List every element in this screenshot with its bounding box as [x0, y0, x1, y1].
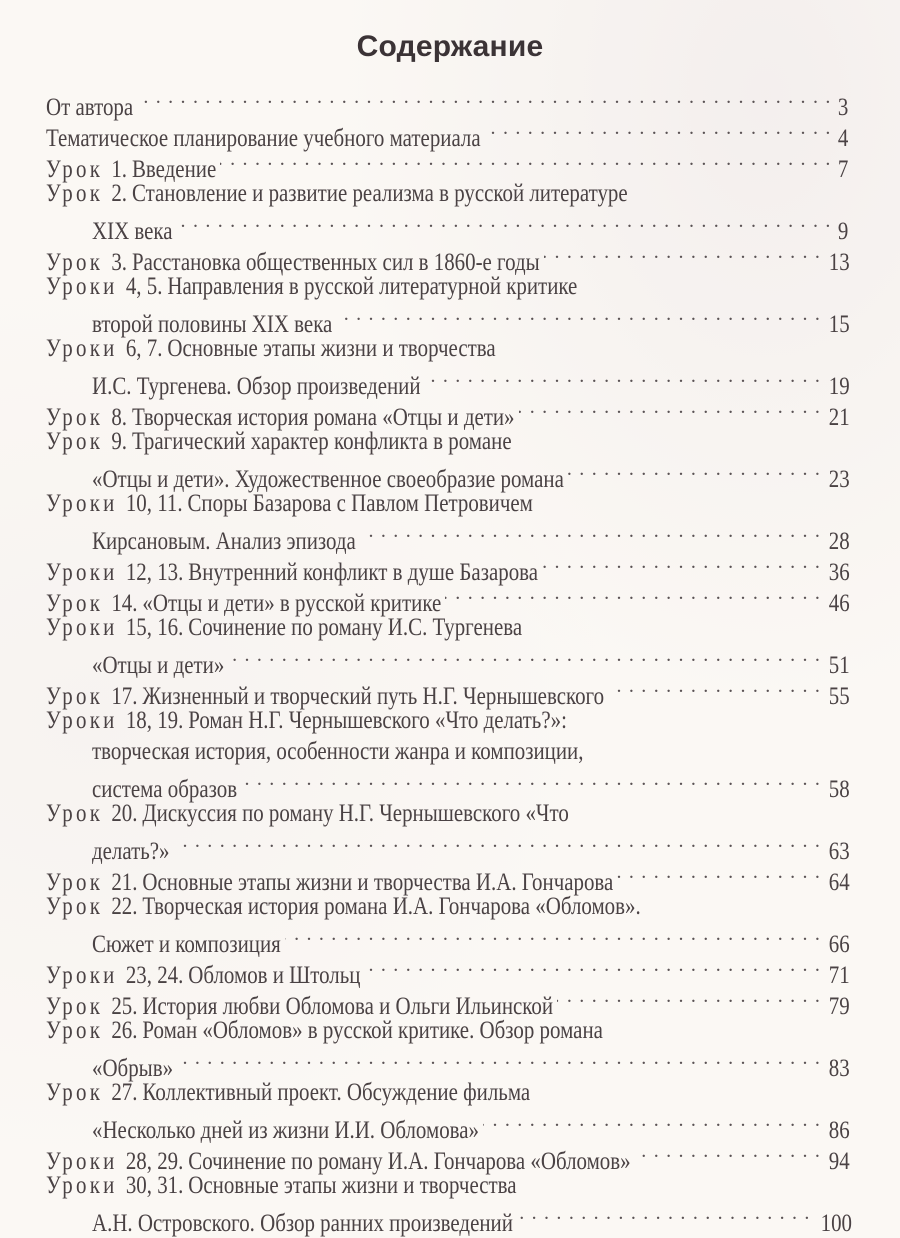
page-number: 79 — [828, 991, 850, 1020]
toc-entry-title: Сочинение по роману И.А. Гончарова «Обломов» — [188, 1146, 631, 1175]
toc-entry-title: «Отцы и дети» — [92, 650, 225, 679]
toc-entry-title: От автора — [46, 92, 134, 121]
lesson-number: 3. — [111, 247, 128, 276]
toc-entry-label — [92, 928, 281, 959]
lesson-number: 12, 13. — [125, 557, 184, 586]
toc-entry-label — [46, 91, 133, 122]
toc-entry-continuation-line — [46, 208, 848, 245]
lesson-number: 15, 16. — [125, 612, 184, 641]
toc-entry-text — [92, 835, 170, 866]
dot-leader — [557, 983, 821, 1014]
dot-leader — [285, 921, 821, 952]
page-number: 63 — [828, 836, 850, 865]
toc-entry-label — [46, 611, 522, 642]
dot-leader — [617, 859, 821, 890]
dot-leader — [336, 301, 821, 332]
toc-entry[interactable] — [46, 425, 850, 493]
lesson-prefix: Уроки — [46, 557, 118, 586]
lesson-prefix: Урок — [46, 402, 104, 431]
toc-entry-first-line — [46, 890, 846, 921]
toc-entry-label — [92, 1114, 479, 1145]
lesson-number: 17. — [111, 681, 138, 710]
toc-entry-continuation-line — [46, 1045, 850, 1082]
lesson-number: 18, 19. — [125, 705, 184, 734]
lesson-prefix: Уроки — [46, 705, 118, 734]
toc-entry-title: А.Н. Островского. Обзор ранних произведений — [92, 1208, 513, 1237]
toc-entry-first-line — [46, 115, 848, 152]
toc-entry-text — [46, 611, 522, 642]
toc-entry-first-line — [46, 84, 848, 121]
toc-entry-continuation-line — [46, 301, 850, 338]
dot-leader — [542, 549, 821, 580]
toc-entry-label — [92, 215, 173, 246]
lesson-prefix: Урок — [46, 798, 104, 827]
toc-entry-title: Роман «Обломов» в русской критике. Обзор романа — [142, 1015, 603, 1044]
toc-entry-title: XIX века — [92, 216, 173, 245]
dot-leader — [608, 673, 821, 704]
toc-entry[interactable] — [46, 1014, 850, 1082]
toc-entry-first-line — [46, 1076, 846, 1107]
toc-entry-continuation-line — [46, 1107, 850, 1144]
lesson-number: 10, 11. — [125, 488, 183, 517]
lesson-number: 2. — [111, 178, 128, 207]
dot-leader — [425, 363, 822, 394]
lesson-prefix: Урок — [46, 991, 104, 1020]
dot-leader — [485, 115, 832, 146]
dot-leader — [635, 1138, 822, 1169]
toc-entry-title: система образов — [92, 774, 238, 803]
page-number: 21 — [828, 402, 850, 431]
lesson-number: 14. — [111, 588, 138, 617]
toc-entry-label — [92, 735, 583, 766]
toc-entry-text — [46, 704, 567, 735]
toc-entry-continuation-line — [46, 735, 846, 766]
toc-entry-label — [46, 177, 628, 208]
page-number: 3 — [837, 92, 848, 121]
dot-leader — [568, 456, 821, 487]
lesson-prefix: Уроки — [46, 333, 118, 362]
lesson-prefix: Урок — [46, 1015, 104, 1044]
page-number: 86 — [828, 1115, 850, 1144]
toc-entry-text — [92, 370, 421, 401]
toc-entry[interactable] — [46, 1076, 850, 1144]
toc-entry-label — [46, 890, 641, 921]
lesson-number: 1. — [111, 154, 128, 183]
toc-entry-text — [46, 1076, 530, 1107]
toc-entry[interactable] — [46, 797, 850, 865]
page-number: 13 — [828, 247, 850, 276]
toc-entry[interactable] — [46, 1169, 852, 1237]
toc-entry-label — [92, 370, 421, 401]
toc-entry-title: И.С. Тургенева. Обзор произведений — [92, 371, 421, 400]
lesson-prefix: Урок — [46, 891, 104, 920]
dot-leader — [241, 766, 821, 797]
page-number: 7 — [837, 154, 848, 183]
toc-entry-first-line — [46, 704, 846, 735]
toc-entry-text — [46, 487, 533, 518]
toc-entry-label — [46, 797, 569, 828]
toc-entry-first-line — [46, 332, 846, 363]
toc-entry-title: Тематическое планирование учебного материала — [46, 123, 481, 152]
lesson-prefix: Урок — [46, 426, 104, 455]
toc-entry-title: «Отцы и дети» в русской критике — [142, 588, 442, 617]
lesson-number: 21. — [111, 867, 138, 896]
table-of-contents — [46, 84, 852, 1237]
toc-entry-first-line — [46, 425, 846, 456]
lesson-number: 6, 7. — [125, 333, 163, 362]
toc-entry-first-line — [46, 487, 846, 518]
toc-entry-label — [46, 487, 533, 518]
toc-entry-title: «Отцы и дети». Художественное своеобразие романа — [92, 464, 564, 493]
toc-entry-text — [46, 425, 512, 456]
dot-leader — [519, 394, 822, 425]
lesson-number: 27. — [111, 1077, 138, 1106]
toc-entry[interactable] — [46, 611, 850, 679]
toc-entry-continuation-line — [46, 828, 850, 865]
lesson-number: 22. — [111, 891, 138, 920]
page-number: 83 — [828, 1053, 850, 1082]
page-number: 4 — [837, 123, 848, 152]
page-title: Содержание — [356, 30, 544, 63]
dot-leader — [483, 1107, 821, 1138]
toc-entry-label — [46, 332, 496, 363]
toc-entry-text — [46, 1014, 603, 1045]
toc-entry-text — [92, 1114, 479, 1145]
page-number: 58 — [828, 774, 850, 803]
toc-entry[interactable] — [46, 270, 850, 338]
toc-entry-text — [46, 890, 641, 921]
page-number: 94 — [828, 1146, 850, 1175]
toc-entry-title: Расстановка общественных сил в 1860-е годы — [131, 247, 540, 276]
toc-entry-title: Основные этапы жизни и творчества И.А. Гончарова — [142, 867, 614, 896]
toc-entry-title: Сочинение по роману И.С. Тургенева — [188, 612, 523, 641]
toc-entry-title: Внутренний конфликт в душе Базарова — [188, 557, 539, 586]
page-number: 9 — [837, 216, 848, 245]
lesson-prefix: Урок — [46, 178, 104, 207]
page-number: 15 — [828, 309, 850, 338]
lesson-prefix: Уроки — [46, 488, 118, 517]
toc-entry-first-line — [46, 270, 846, 301]
toc-entry-title: Становление и развитие реализма в русской литературе — [131, 178, 628, 207]
toc-entry-title: Трагический характер конфликта в романе — [131, 426, 512, 455]
toc-entry-continuation-line — [46, 456, 850, 493]
toc-entry-text — [46, 177, 628, 208]
lesson-prefix: Уроки — [46, 1170, 118, 1199]
toc-entry-text — [46, 1169, 517, 1200]
lesson-number: 23, 24. — [125, 960, 184, 989]
toc-entry-title: Введение — [131, 154, 217, 183]
toc-entry-title: «Несколько дней из жизни И.И. Обломова» — [92, 1115, 479, 1144]
toc-entry-continuation-line — [46, 1200, 852, 1237]
toc-entry-label — [92, 525, 356, 556]
toc-entry-label — [92, 1207, 513, 1238]
page-number: 46 — [828, 588, 850, 617]
page-number: 66 — [828, 929, 850, 958]
toc-entry-continuation-line — [46, 518, 850, 555]
lesson-number: 9. — [111, 426, 128, 455]
toc-entry-first-line — [46, 611, 846, 642]
page-number: 28 — [828, 526, 850, 555]
toc-entry-first-line — [46, 177, 846, 208]
toc-entry-text — [92, 215, 173, 246]
dot-leader — [228, 642, 821, 673]
page-number: 64 — [828, 867, 850, 896]
lesson-prefix: Урок — [46, 247, 104, 276]
toc-entry-text — [46, 797, 569, 828]
toc-entry-title: Дискуссия по роману Н.Г. Чернышевского «Что — [142, 798, 569, 827]
lesson-prefix: Уроки — [46, 612, 118, 641]
toc-entry-title: Основные этапы жизни и творчества — [188, 1170, 517, 1199]
lesson-number: 25. — [111, 991, 138, 1020]
toc-entry-label — [46, 1014, 603, 1045]
page-number: 19 — [828, 371, 850, 400]
toc-entry-text — [46, 332, 496, 363]
toc-entry-title: Коллективный проект. Обсуждение фильма — [142, 1077, 531, 1106]
dot-leader — [364, 952, 821, 983]
toc-entry-label — [46, 704, 567, 735]
lesson-number: 28, 29. — [125, 1146, 184, 1175]
dot-leader — [220, 146, 831, 177]
dot-leader — [177, 208, 832, 239]
dot-leader — [445, 580, 821, 611]
toc-entry-text — [46, 270, 577, 301]
toc-entry-label — [46, 959, 360, 990]
lesson-prefix: Уроки — [46, 271, 118, 300]
dot-leader — [360, 518, 821, 549]
toc-entry[interactable] — [46, 84, 848, 121]
page-number: 55 — [828, 681, 850, 710]
toc-entry-title: Творческая история романа «Отцы и дети» — [131, 402, 515, 431]
toc-entry-text — [46, 91, 133, 122]
toc-entry-continuation-line — [46, 766, 850, 803]
toc-entry-title: Обломов и Штольц — [188, 960, 361, 989]
lesson-prefix: Уроки — [46, 960, 118, 989]
page-number: 36 — [828, 557, 850, 586]
toc-entry-text — [92, 928, 281, 959]
toc-entry[interactable] — [46, 177, 848, 245]
toc-entry-label — [92, 835, 170, 866]
toc-entry-text — [46, 959, 360, 990]
toc-entry-title: Сюжет и композиция — [92, 929, 281, 958]
dot-leader — [517, 1200, 811, 1231]
toc-entry-text — [92, 525, 356, 556]
toc-entry-title: творческая история, особенности жанра и композиции, — [92, 736, 584, 765]
toc-entry-label — [46, 1169, 517, 1200]
toc-entry[interactable] — [46, 332, 850, 400]
toc-entry-title: Жизненный и творческий путь Н.Г. Чернышевского — [142, 681, 605, 710]
toc-entry-text — [92, 649, 224, 680]
toc-entry-label — [46, 425, 512, 456]
toc-entry-continuation-line — [46, 363, 850, 400]
toc-entry-title: Направления в русской литературной критике — [167, 271, 578, 300]
toc-entry-text — [92, 735, 583, 766]
toc-entry-label — [92, 649, 224, 680]
toc-entry-title: второй половины XIX века — [92, 309, 333, 338]
toc-entry-title: «Обрыв» — [92, 1053, 174, 1082]
toc-entry-title: Роман Н.Г. Чернышевского «Что делать?»: — [188, 705, 567, 734]
toc-entry[interactable] — [46, 890, 850, 958]
page-number: 51 — [828, 650, 850, 679]
toc-entry-title: делать?» — [92, 836, 170, 865]
lesson-prefix: Урок — [46, 1077, 104, 1106]
toc-entry-title: Споры Базарова с Павлом Петровичем — [187, 488, 533, 517]
toc-entry[interactable] — [46, 115, 848, 152]
toc-entry-title: Основные этапы жизни и творчества — [167, 333, 496, 362]
page-number: 100 — [820, 1208, 852, 1237]
lesson-number: 4, 5. — [125, 271, 163, 300]
dot-leader — [174, 828, 822, 859]
toc-entry-continuation-line — [46, 921, 850, 958]
dot-leader — [177, 1045, 821, 1076]
toc-entry-title: Творческая история романа И.А. Гончарова «Обломов». — [142, 891, 641, 920]
dot-leader — [544, 239, 821, 270]
page-number: 71 — [828, 960, 850, 989]
toc-entry-continuation-line — [46, 642, 850, 679]
toc-entry-title: История любви Обломова и Ольги Ильинской — [142, 991, 554, 1020]
lesson-number: 20. — [111, 798, 138, 827]
lesson-prefix: Уроки — [46, 1146, 118, 1175]
page-number: 23 — [828, 464, 850, 493]
lesson-prefix: Урок — [46, 588, 104, 617]
toc-entry-label — [46, 1076, 530, 1107]
toc-entry-first-line — [46, 797, 846, 828]
lesson-number: 30, 31. — [125, 1170, 184, 1199]
toc-entry-first-line — [46, 1014, 846, 1045]
lesson-number: 26. — [111, 1015, 138, 1044]
toc-entry[interactable] — [46, 704, 850, 803]
lesson-prefix: Урок — [46, 154, 104, 183]
toc-entry-label — [46, 270, 577, 301]
toc-entry-title: Кирсановым. Анализ эпизода — [92, 526, 356, 555]
lesson-prefix: Урок — [46, 681, 104, 710]
toc-entry-first-line — [46, 1169, 846, 1200]
toc-entry-text — [92, 1207, 513, 1238]
lesson-prefix: Урок — [46, 867, 104, 896]
toc-entry[interactable] — [46, 487, 850, 555]
lesson-number: 8. — [111, 402, 128, 431]
dot-leader — [137, 84, 831, 115]
